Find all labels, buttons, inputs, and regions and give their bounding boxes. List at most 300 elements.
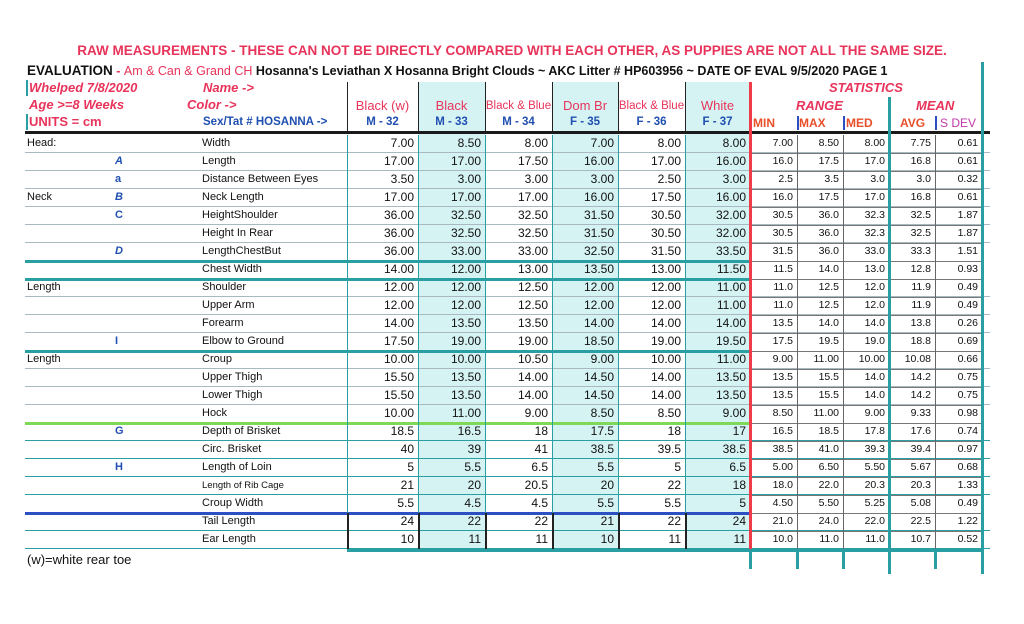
puppy-value: 14.00 bbox=[517, 370, 548, 384]
puppy-value: 13.50 bbox=[450, 388, 481, 402]
puppy-value: 17.00 bbox=[450, 154, 481, 168]
puppy-value: 17.5 bbox=[590, 424, 614, 438]
stat-value: 32.3 bbox=[864, 209, 885, 221]
stat-value: 1.22 bbox=[957, 515, 978, 527]
row-measurement: Depth of Brisket bbox=[202, 425, 281, 437]
stat-value: 12.8 bbox=[910, 263, 931, 275]
puppy-value: 15.50 bbox=[383, 388, 414, 402]
stat-value: 0.49 bbox=[957, 281, 978, 293]
puppy-value: 32.50 bbox=[450, 208, 481, 222]
puppy-value: 40 bbox=[400, 442, 414, 456]
puppy-value: 33.00 bbox=[450, 244, 481, 258]
stat-value: 22.5 bbox=[910, 515, 931, 527]
puppy-color: Dom Br bbox=[562, 98, 608, 113]
puppy-tag: F - 36 bbox=[636, 116, 667, 128]
stat-value: 20.3 bbox=[864, 479, 885, 491]
stat-value: 12.5 bbox=[818, 281, 839, 293]
puppy-value: 5.5 bbox=[597, 496, 614, 510]
row-measurement: Shoulder bbox=[202, 281, 247, 293]
table-row bbox=[25, 153, 985, 171]
puppy-value: 7.00 bbox=[390, 136, 414, 150]
whelped-date: Whelped 7/8/2020 bbox=[29, 80, 138, 95]
stat-divider bbox=[935, 116, 937, 130]
puppy-value: 17.00 bbox=[383, 154, 414, 168]
puppy-value: 12.00 bbox=[383, 298, 414, 312]
stat-value: 0.26 bbox=[957, 317, 978, 329]
table-row bbox=[25, 189, 985, 207]
puppy-value: 5.5 bbox=[664, 496, 681, 510]
title-prefix: Am & Can & Grand CH bbox=[123, 64, 253, 78]
puppy-value: 15.50 bbox=[383, 370, 414, 384]
puppy-value: 11 bbox=[468, 532, 481, 546]
stat-value: 31.5 bbox=[772, 245, 793, 257]
table-row bbox=[25, 243, 985, 261]
stat-value: 4.50 bbox=[772, 497, 793, 509]
table-row bbox=[25, 279, 985, 297]
puppy-value: 39.5 bbox=[657, 442, 681, 456]
table-row bbox=[25, 333, 985, 351]
puppy-value: 19.50 bbox=[715, 334, 746, 348]
puppy-value: 8.00 bbox=[722, 136, 746, 150]
puppy-color: Black (w) bbox=[355, 98, 410, 113]
stat-col-min: MIN bbox=[753, 116, 775, 130]
puppy-color: Black bbox=[435, 98, 468, 113]
puppy-value: 12.00 bbox=[583, 298, 614, 312]
stat-value: 22.0 bbox=[818, 479, 839, 491]
stat-value: 21.0 bbox=[772, 515, 793, 527]
puppy-value: 38.5 bbox=[722, 442, 746, 456]
name-arrow: Name -> bbox=[203, 80, 254, 95]
puppy-value: 3.00 bbox=[524, 172, 548, 186]
puppy-value: 10.00 bbox=[383, 406, 414, 420]
row-measurement: LengthChestBut bbox=[202, 245, 281, 257]
row-measurement: Height In Rear bbox=[202, 227, 273, 239]
table-row bbox=[25, 441, 985, 459]
stat-value: 13.8 bbox=[910, 317, 931, 329]
row-measurement: Width bbox=[202, 137, 231, 149]
table-row bbox=[25, 135, 985, 153]
stat-value: 0.74 bbox=[957, 425, 978, 437]
warning-banner: RAW MEASUREMENTS - THESE CAN NOT BE DIRECTLY COMPARED WITH EACH OTHER, AS PUPPIES ARE NOT ALL THE SAME SIZE. bbox=[77, 43, 947, 58]
row-category: Length bbox=[27, 281, 61, 293]
row-measurement: Upper Thigh bbox=[202, 371, 263, 383]
column-divider bbox=[618, 513, 620, 549]
puppy-value: 17.00 bbox=[650, 154, 681, 168]
puppy-value: 30.50 bbox=[650, 226, 681, 240]
puppy-value: 20.5 bbox=[524, 478, 548, 492]
puppy-value: 14.00 bbox=[383, 262, 414, 276]
stat-value: 12.0 bbox=[864, 281, 885, 293]
puppy-value: 7.00 bbox=[590, 136, 614, 150]
footnote: (w)=white rear toe bbox=[27, 552, 132, 567]
puppy-value: 32.50 bbox=[450, 226, 481, 240]
stat-col-sdev: S DEV bbox=[940, 116, 977, 130]
stat-value: 9.00 bbox=[772, 353, 793, 365]
stat-value: 22.0 bbox=[864, 515, 885, 527]
puppy-tag: F - 37 bbox=[702, 116, 733, 128]
table-row bbox=[25, 351, 985, 369]
table-row bbox=[25, 297, 985, 315]
puppy-value: 36.00 bbox=[383, 208, 414, 222]
puppy-value: 11 bbox=[733, 532, 746, 546]
puppy-tag: F - 35 bbox=[569, 116, 601, 128]
stat-value: 13.5 bbox=[772, 317, 793, 329]
stat-value: 18.8 bbox=[910, 335, 931, 347]
puppy-value: 12.00 bbox=[650, 298, 681, 312]
stat-column-divider bbox=[797, 135, 798, 549]
puppy-value: 11.00 bbox=[716, 298, 746, 312]
puppy-value: 6.5 bbox=[729, 460, 746, 474]
stat-value: 0.98 bbox=[957, 407, 978, 419]
evaluation-dash: - bbox=[112, 64, 124, 78]
row-measurement: Length of Rib Cage bbox=[202, 480, 284, 491]
statistics-title: STATISTICS bbox=[829, 80, 903, 95]
stat-value: 36.0 bbox=[818, 209, 839, 221]
table-row bbox=[25, 459, 985, 477]
puppy-value: 33.50 bbox=[715, 244, 746, 258]
column-divider bbox=[485, 513, 487, 549]
row-measurement: Neck Length bbox=[202, 191, 264, 203]
puppy-value: 6.5 bbox=[531, 460, 548, 474]
stat-divider bbox=[843, 116, 845, 130]
mean-divider bbox=[888, 97, 891, 574]
puppy-value: 5 bbox=[674, 460, 681, 474]
column-divider bbox=[685, 513, 687, 549]
stat-value: 18.5 bbox=[818, 425, 839, 437]
puppy-value: 31.50 bbox=[583, 208, 614, 222]
stat-value: 14.2 bbox=[910, 371, 931, 383]
table-row bbox=[25, 315, 985, 333]
stat-value: 6.50 bbox=[818, 461, 839, 473]
stat-value: 1.87 bbox=[957, 227, 978, 239]
stat-value: 11.00 bbox=[813, 407, 839, 419]
puppy-value: 11.50 bbox=[716, 262, 746, 276]
row-measurement: Circ. Brisket bbox=[202, 443, 262, 455]
stat-value: 14.0 bbox=[818, 263, 839, 275]
puppy-value: 16.00 bbox=[715, 190, 746, 204]
puppy-value: 8.00 bbox=[657, 136, 681, 150]
column-divider bbox=[618, 135, 619, 549]
puppy-value: 9.00 bbox=[590, 352, 614, 366]
puppy-value: 18 bbox=[732, 478, 746, 492]
stat-value: 30.5 bbox=[772, 227, 793, 239]
puppy-value: 14.00 bbox=[650, 316, 681, 330]
puppy-value: 14.50 bbox=[583, 370, 614, 384]
stat-value: 7.00 bbox=[772, 137, 793, 149]
puppy-color: Black & Blue bbox=[618, 100, 685, 112]
puppy-value: 13.50 bbox=[715, 388, 746, 402]
stat-value: 36.0 bbox=[818, 227, 839, 239]
row-measurement: Chest Width bbox=[202, 263, 262, 275]
stat-value: 15.5 bbox=[818, 371, 839, 383]
stat-value: 7.75 bbox=[910, 137, 931, 149]
puppy-value: 22 bbox=[467, 514, 481, 528]
stat-value: 39.3 bbox=[864, 443, 885, 455]
table-bottom-border bbox=[347, 549, 750, 552]
puppy-color: White bbox=[700, 98, 735, 113]
stat-value: 10.0 bbox=[772, 533, 793, 545]
stats-stub bbox=[934, 549, 937, 569]
puppy-value: 5.5 bbox=[597, 460, 614, 474]
stat-column-divider bbox=[935, 135, 936, 549]
puppy-value: 19.00 bbox=[450, 334, 481, 348]
puppy-value: 31.50 bbox=[650, 244, 681, 258]
stat-value: 24.0 bbox=[818, 515, 839, 527]
puppy-value: 21 bbox=[400, 478, 414, 492]
puppy-value: 18.50 bbox=[583, 334, 614, 348]
puppy-value: 21 bbox=[600, 514, 614, 528]
stat-value: 5.50 bbox=[818, 497, 839, 509]
puppy-value: 17.50 bbox=[650, 190, 681, 204]
table-row bbox=[25, 207, 985, 225]
row-measurement: Length of Loin bbox=[202, 461, 272, 473]
header-underline bbox=[25, 131, 990, 134]
puppy-value: 16.00 bbox=[583, 190, 614, 204]
puppy-value: 2.50 bbox=[657, 172, 681, 186]
stat-col-med: MED bbox=[846, 116, 873, 130]
puppy-value: 5.5 bbox=[397, 496, 414, 510]
stat-value: 5.25 bbox=[864, 497, 885, 509]
row-letter: D bbox=[115, 245, 123, 257]
puppy-value: 22 bbox=[667, 478, 681, 492]
stat-value: 0.75 bbox=[957, 389, 978, 401]
puppy-value: 12.00 bbox=[450, 280, 481, 294]
stat-value: 0.75 bbox=[957, 371, 978, 383]
puppy-value: 32.00 bbox=[715, 226, 746, 240]
table-row bbox=[25, 261, 985, 279]
stat-value: 16.0 bbox=[772, 155, 793, 167]
stat-value: 18.0 bbox=[772, 479, 793, 491]
puppy-value: 10.00 bbox=[650, 352, 681, 366]
row-measurement: HeightShoulder bbox=[202, 209, 278, 221]
stat-value: 33.0 bbox=[864, 245, 885, 257]
column-divider bbox=[552, 513, 554, 549]
stat-value: 20.3 bbox=[910, 479, 931, 491]
row-measurement: Croup bbox=[202, 353, 232, 365]
stat-value: 12.5 bbox=[818, 299, 839, 311]
stat-value: 17.5 bbox=[818, 155, 839, 167]
puppy-value: 14.50 bbox=[583, 388, 614, 402]
stat-value: 3.5 bbox=[824, 173, 839, 185]
right-border bbox=[981, 62, 984, 574]
stat-value: 14.2 bbox=[910, 389, 931, 401]
puppy-value: 17.00 bbox=[450, 190, 481, 204]
stats-stub bbox=[981, 549, 984, 569]
row-measurement: Upper Arm bbox=[202, 299, 255, 311]
puppy-value: 17.50 bbox=[517, 154, 548, 168]
color-arrow: Color -> bbox=[187, 97, 237, 112]
puppy-value: 9.00 bbox=[722, 406, 746, 420]
puppy-value: 39 bbox=[467, 442, 481, 456]
header-divider bbox=[347, 82, 348, 133]
puppy-value: 17.00 bbox=[517, 190, 548, 204]
puppy-value: 5 bbox=[407, 460, 414, 474]
stat-value: 17.5 bbox=[818, 191, 839, 203]
puppy-value: 14.00 bbox=[383, 316, 414, 330]
puppy-value: 38.5 bbox=[590, 442, 614, 456]
stat-value: 10.08 bbox=[904, 353, 931, 365]
stat-value: 36.0 bbox=[818, 245, 839, 257]
puppy-value: 13.00 bbox=[517, 262, 548, 276]
stat-value: 3.0 bbox=[916, 173, 931, 185]
stat-value: 15.5 bbox=[818, 389, 839, 401]
stat-value: 39.4 bbox=[910, 443, 931, 455]
stats-stub bbox=[749, 549, 752, 569]
stat-col-max: MAX bbox=[799, 116, 826, 130]
stat-value: 32.3 bbox=[864, 227, 885, 239]
puppy-value: 12.00 bbox=[583, 280, 614, 294]
row-category: Length bbox=[27, 353, 61, 365]
puppy-value: 32.50 bbox=[517, 226, 548, 240]
row-letter: I bbox=[115, 335, 119, 347]
stat-value: 11.9 bbox=[911, 281, 931, 293]
puppy-color: Black & Blue bbox=[485, 100, 552, 112]
sextat-label: Sex/Tat # HOSANNA -> bbox=[203, 116, 328, 128]
stat-value: 0.32 bbox=[957, 173, 978, 185]
stat-value: 17.0 bbox=[864, 155, 885, 167]
stat-value: 32.5 bbox=[910, 209, 931, 221]
header-divider bbox=[418, 82, 419, 133]
puppy-value: 32.00 bbox=[715, 208, 746, 222]
puppy-value: 16.00 bbox=[583, 154, 614, 168]
puppy-value: 3.00 bbox=[722, 172, 746, 186]
puppy-value: 4.5 bbox=[464, 496, 481, 510]
puppy-value: 14.00 bbox=[650, 388, 681, 402]
table-row bbox=[25, 405, 985, 423]
row-measurement: Lower Thigh bbox=[202, 389, 263, 401]
stat-value: 0.93 bbox=[957, 263, 978, 275]
stat-value: 17.6 bbox=[910, 425, 931, 437]
row-measurement: Forearm bbox=[202, 317, 244, 329]
puppy-value: 11.00 bbox=[716, 352, 746, 366]
stat-value: 0.52 bbox=[957, 533, 978, 545]
column-divider bbox=[685, 135, 686, 549]
left-teal-mark bbox=[26, 80, 28, 96]
stat-value: 11.0 bbox=[773, 281, 793, 293]
stat-value: 11.9 bbox=[911, 299, 931, 311]
stat-value: 10.7 bbox=[910, 533, 931, 545]
puppy-value: 12.50 bbox=[517, 298, 548, 312]
row-measurement: Croup Width bbox=[202, 497, 264, 509]
stats-stub bbox=[796, 549, 799, 569]
puppy-value: 31.50 bbox=[583, 226, 614, 240]
stat-value: 30.5 bbox=[772, 209, 793, 221]
stat-value: 17.5 bbox=[772, 335, 793, 347]
puppy-value: 20 bbox=[600, 478, 614, 492]
puppy-value: 36.00 bbox=[383, 244, 414, 258]
stat-value: 11.00 bbox=[813, 353, 839, 365]
puppy-value: 12.00 bbox=[650, 280, 681, 294]
stat-value: 8.00 bbox=[864, 137, 885, 149]
row-measurement: Length bbox=[202, 155, 236, 167]
puppy-value: 9.00 bbox=[524, 406, 548, 420]
puppy-value: 13.50 bbox=[450, 370, 481, 384]
stat-value: 5.50 bbox=[864, 461, 885, 473]
puppy-value: 12.50 bbox=[517, 280, 548, 294]
puppy-value: 11 bbox=[535, 532, 548, 546]
table-row bbox=[25, 495, 985, 513]
puppy-value: 8.50 bbox=[657, 406, 681, 420]
left-teal-mark bbox=[26, 114, 28, 130]
row-measurement: Ear Length bbox=[202, 533, 256, 545]
row-letter: A bbox=[115, 155, 123, 167]
puppy-value: 10 bbox=[400, 532, 414, 546]
stat-value: 13.0 bbox=[864, 263, 885, 275]
puppy-value: 12.00 bbox=[450, 298, 481, 312]
row-measurement: Tail Length bbox=[202, 515, 256, 527]
stat-value: 1.33 bbox=[957, 479, 978, 491]
puppy-value: 5 bbox=[739, 496, 746, 510]
column-divider bbox=[347, 513, 349, 549]
stat-value: 16.5 bbox=[772, 425, 793, 437]
row-category: Neck bbox=[27, 191, 53, 203]
puppy-value: 41 bbox=[534, 442, 548, 456]
stat-divider bbox=[797, 116, 799, 130]
row-measurement: Elbow to Ground bbox=[202, 335, 284, 347]
evaluation-label: EVALUATION bbox=[27, 63, 113, 78]
stat-value: 0.61 bbox=[957, 191, 978, 203]
puppy-value: 24 bbox=[400, 514, 414, 528]
stat-value: 1.51 bbox=[957, 245, 978, 257]
stat-value: 0.49 bbox=[957, 497, 978, 509]
stat-value: 14.0 bbox=[864, 389, 885, 401]
row-measurement: Hock bbox=[202, 407, 228, 419]
column-divider bbox=[418, 513, 420, 549]
puppy-value: 32.50 bbox=[583, 244, 614, 258]
stat-value: 5.08 bbox=[910, 497, 931, 509]
puppy-value: 8.50 bbox=[590, 406, 614, 420]
units-label: UNITS = cm bbox=[29, 114, 102, 129]
row-letter: C bbox=[115, 209, 123, 221]
range-title: RANGE bbox=[796, 98, 843, 113]
stat-value: 5.67 bbox=[910, 461, 931, 473]
puppy-value: 11.00 bbox=[451, 406, 481, 420]
stat-value: 38.5 bbox=[772, 443, 793, 455]
evaluation-line bbox=[27, 63, 887, 78]
stats-stub bbox=[888, 549, 891, 569]
puppy-value: 3.00 bbox=[590, 172, 614, 186]
puppy-value: 11 bbox=[668, 532, 681, 546]
puppy-value: 17.00 bbox=[383, 190, 414, 204]
age-label: Age >=8 Weeks bbox=[29, 97, 125, 112]
row-letter: H bbox=[115, 461, 123, 473]
stat-value: 9.33 bbox=[910, 407, 931, 419]
table-row bbox=[25, 225, 985, 243]
puppy-tag: M - 32 bbox=[366, 116, 399, 128]
puppy-value: 14.00 bbox=[650, 370, 681, 384]
stat-value: 8.50 bbox=[772, 407, 793, 419]
stat-value: 10.00 bbox=[858, 353, 885, 365]
stat-value: 14.0 bbox=[864, 371, 885, 383]
stat-value: 11.0 bbox=[819, 533, 839, 545]
puppy-value: 4.5 bbox=[531, 496, 548, 510]
stat-value: 33.3 bbox=[910, 245, 931, 257]
stats-red-divider bbox=[749, 82, 752, 549]
column-divider bbox=[347, 135, 348, 549]
stat-value: 0.68 bbox=[957, 461, 978, 473]
header-divider bbox=[552, 82, 553, 133]
stat-value: 0.66 bbox=[957, 353, 978, 365]
puppy-value: 14.00 bbox=[715, 316, 746, 330]
litter-info: Hosanna's Leviathan X Hosanna Bright Clouds ~ AKC Litter # HP603956 ~ DATE OF EVAL 9/5/2020 PAGE 1 bbox=[252, 64, 888, 78]
stat-col-avg: AVG bbox=[900, 116, 926, 130]
puppy-value: 17 bbox=[732, 424, 746, 438]
puppy-value: 12.00 bbox=[450, 262, 481, 276]
stat-value: 0.61 bbox=[957, 155, 978, 167]
stat-value: 1.87 bbox=[957, 209, 978, 221]
puppy-value: 17.50 bbox=[383, 334, 414, 348]
puppy-value: 10.00 bbox=[450, 352, 481, 366]
